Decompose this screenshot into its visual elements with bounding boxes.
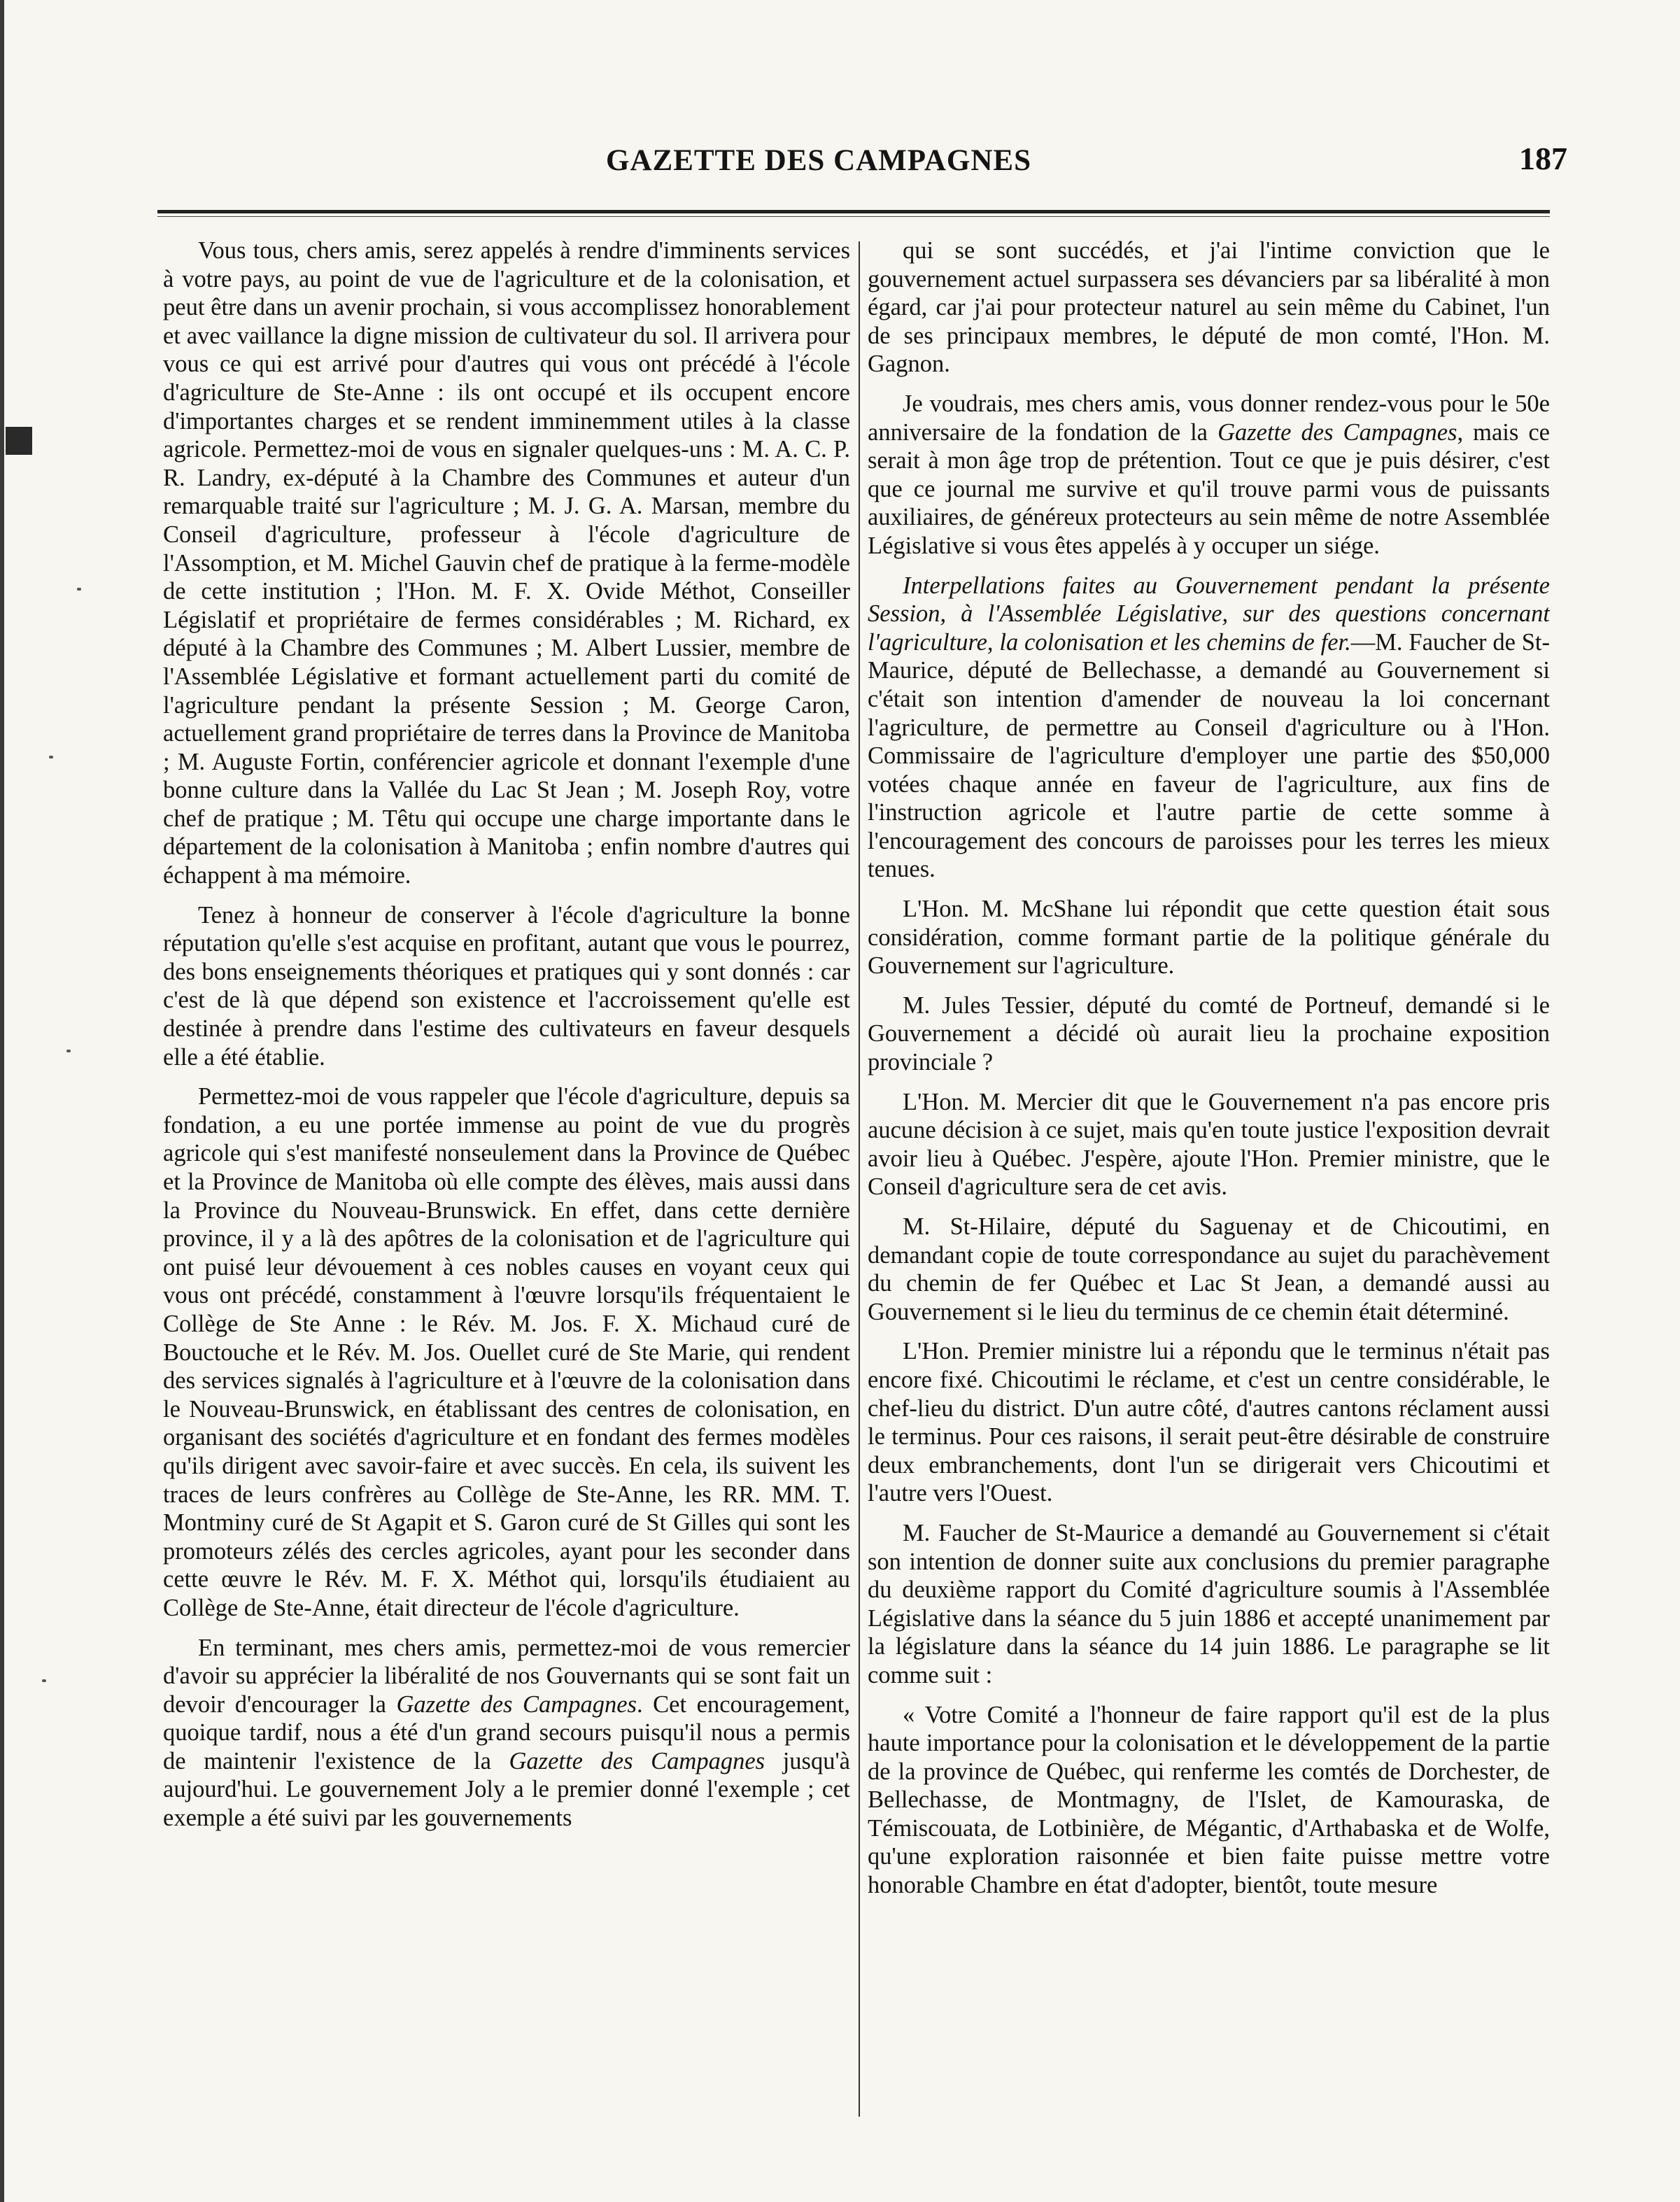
text-run: , mais ce serait à mon âge trop de prétention. Tout ce que je puis désirer, c'est que ce journal me survive et qu'il trouve parmi vous de puissants auxiliaires, de généreux protecteurs au sein même de notre Assemblée Législative si vous êtes appelés à y occuper un siége.	[868, 418, 1550, 559]
text-run: Je voudrais, mes chers amis, vous donner rendez-vous pour le 50e anniversaire de la fondation de la	[868, 390, 1550, 446]
italic-title: Gazette des Campagnes	[396, 1691, 637, 1718]
column-divider	[859, 241, 860, 2117]
paragraph: L'Hon. M. McShane lui répondit que cette question était sous considération, comme formant partie de la politique générale du Gouvernement sur l'agriculture.	[868, 896, 1550, 980]
paragraph: L'Hon. M. Mercier dit que le Gouvernement n'a pas encore pris aucune décision à ce sujet, mais qu'en toute justice l'exposition devrait avoir lieu à Québec. J'espère, ajoute l'Hon. Premier ministre, que le Conseil d'agriculture sera de cet avis.	[868, 1088, 1550, 1201]
section-heading: Interpellations faites au Gouvernement pendant la présente Session, à l'Assemblée Législative, sur des questions concernant l'agriculture, la colonisation et les chemins de fer.	[868, 572, 1550, 656]
paragraph: « Votre Comité a l'honneur de faire rapport qu'il est de la plus haute importance pour la colonisation et le développement de la partie de la province de Québec, qui renferme les comtés de Dorchester, de Bellechasse, de Montmagny, de l'Islet, de Kamouraska, de Témiscouata, de Lotbinière, de Mégantic, d'Arthabaska et de Wolfe, qu'une exploration raisonnée et bien faite puisse mettre votre honorable Chambre en état d'adopter, bientôt, toute mesure	[868, 1701, 1550, 1899]
paragraph: Vous tous, chers amis, serez appelés à rendre d'imminents services à votre pays, au point de vue de l'agriculture et de la colonisation, et peut être dans un avenir prochain, si vous accomplissez honorablement et avec vaillance la digne mission de cultivateur du sol. Il arrivera pour vous ce qui est arrivé pour d'autres qui vous ont précédé à l'école d'agriculture de Ste-Anne : ils ont occupé et ils occupent encore d'importantes charges et se rendent imminemment utiles à la classe agricole. Permettez-moi de vous en signaler quelques-uns : M. A. C. P. R. Landry, ex-député à la Chambre des Communes et auteur d'un remarquable traité sur l'agriculture ; M. J. G. A. Marsan, membre du Conseil d'agriculture, professeur à l'école d'agriculture de l'Assomption, et M. Michel Gauvin chef de pratique à la ferme-modèle de cette institution ; l'Hon. M. F. X. Ovide Méthot, Conseiller Législatif et propriétaire de fermes considérables ; M. Richard, ex député à la Chambre des Communes ; M. Albert Lussier, membre de l'Assemblée Législative et formant actuellement parti du comité de l'agriculture pendant la présente Session ; M. George Caron, actuellement grand propriétaire de terres dans la Province de Manitoba ; M. Auguste Fortin, conférencier agricole et donnant l'exemple d'une bonne culture dans la Vallée du Lac St Jean ; M. Joseph Roy, votre chef de pratique ; M. Têtu qui occupe une charge importante dans le département de la colonisation à Manitoba ; enfin nombre d'autres qui échappent à ma mémoire.	[163, 237, 850, 889]
right-column	[868, 237, 1550, 2105]
text-run: . Cet encouragement, quoique tardif, nous a été d'un grand secours puisqu'il nous a permis de maintenir l'existence de la	[163, 1691, 850, 1774]
page-header-title: GAZETTE DES CAMPAGNES	[606, 144, 1031, 177]
page-number: 187	[1519, 141, 1567, 176]
paragraph: qui se sont succédés, et j'ai l'intime conviction que le gouvernement actuel surpassera ses dévanciers par sa libéralité à mon égard, car j'ai pour protecteur naturel au sein même du Cabinet, l'un de ses principaux membres, le député de mon comté, l'Hon. M. Gagnon.	[868, 237, 1550, 378]
paragraph: L'Hon. Premier ministre lui a répondu que le terminus n'était pas encore fixé. Chicoutimi le réclame, et c'est un centre considérable, le chef-lieu du district. D'un autre côté, d'autres cantons réclament aussi le terminus. Pour ces raisons, il serait peut-être désirable de construire deux embranchements, dont l'un se dirigerait vers Chicoutimi et l'autre vers l'Ouest.	[868, 1338, 1550, 1507]
header-rule	[157, 210, 1550, 213]
paragraph: M. St-Hilaire, député du Saguenay et de Chicoutimi, en demandant copie de toute correspondance au sujet du parachèvement du chemin de fer Québec et Lac St Jean, a demandé aussi au Gouvernement si le lieu du terminus de ce chemin était déterminé.	[868, 1213, 1550, 1325]
paragraph: Tenez à honneur de conserver à l'école d'agriculture la bonne réputation qu'elle s'est acquise en profitant, autant que vous le pourrez, des bons enseignements théoriques et pratiques qui y sont donnés : car c'est de là que dépend son existence et l'accroissement qu'elle est destinée à prendre dans l'estime des cultivateurs en faveur desquels elle a été établie.	[163, 901, 850, 1071]
scan-speck	[49, 756, 53, 758]
paragraph	[868, 390, 1550, 560]
paragraph: M. Faucher de St-Maurice a demandé au Gouvernement si c'était son intention de donner suite aux conclusions du premier paragraphe du deuxième rapport du Comité d'agriculture soumis à l'Assemblée Législative dans la séance du 5 juin 1886 et accepté unanimement par la législature dans la séance du 14 juin 1886. Le paragraphe se lit comme suit :	[868, 1519, 1550, 1688]
scan-speck	[42, 1679, 46, 1682]
text-run: —M. Faucher de St-Maurice, député de Bellechasse, a demandé au Gouvernement si c'était son intention d'amender de nouveau la loi concernant l'agriculture, de permettre au Conseil d'agriculture ou à l'Hon. Commissaire de l'agriculture d'employer une partie des $50,000 votées chaque année en faveur de l'agriculture, aux fins de l'instruction agricole et l'autre partie de cette somme à l'encouragement des concours de paroisses pour les terres les mieux tenues.	[868, 628, 1550, 883]
italic-title: Gazette des Campagnes	[509, 1747, 765, 1774]
header-rule-thin	[157, 216, 1550, 217]
text-run: En terminant, mes chers amis, permettez-moi de vous remercier d'avoir su apprécier la libéralité de nos Gouvernants qui se sont fait un devoir d'encourager la	[163, 1634, 850, 1718]
text-run: jusqu'à aujourd'hui. Le gouvernement Joly a le premier donné l'exemple ; cet exemple a été suivi par les gouvernements	[163, 1747, 850, 1832]
paragraph	[868, 572, 1550, 884]
left-column	[163, 237, 850, 2105]
scan-speck	[77, 588, 81, 591]
scan-edge-shadow	[0, 0, 4, 2202]
scan-edge-mark	[6, 427, 32, 455]
scan-speck	[66, 1050, 71, 1052]
paragraph	[163, 1634, 850, 1833]
paragraph: M. Jules Tessier, député du comté de Portneuf, demandé si le Gouvernement a décidé où aurait lieu la prochaine exposition provinciale ?	[868, 991, 1550, 1076]
italic-title: Gazette des Campagnes	[1217, 418, 1457, 446]
paragraph: Permettez-moi de vous rappeler que l'école d'agriculture, depuis sa fondation, a eu une portée immense au point de vue du progrès agricole qui s'est manifesté nonseulement dans la Province de Québec et la Province de Manitoba où elle compte des élèves, mais aussi dans la Province du Nouveau-Brunswick. En effet, dans cette dernière province, il y a là des apôtres de la colonisation et de l'agriculture qui ont puisé leur dévouement à ces nobles causes en voyant ceux qui vous ont précédé, constamment à l'œuvre lorsqu'ils fréquentaient le Collège de Ste Anne : le Rév. M. Jos. F. X. Michaud curé de Bouctouche et le Rév. M. Jos. Ouellet curé de Ste Marie, qui rendent des services signalés à l'agriculture et à l'œuvre de la colonisation dans le Nouveau-Brunswick, en établissant des centres de colonisation, en organisant des sociétés d'agriculture et en fondant des fermes modèles qu'ils dirigent avec savoir-faire et avec succès. En cela, ils suivent les traces de leurs confrères au Collège de Ste-Anne, les RR. MM. T. Montminy curé de St Agapit et S. Garon curé de St Gilles qui sont les promoteurs zélés des cercles agricoles, ayant pour les seconder dans cette œuvre le Rév. M. F. X. Méthot qui, lorsqu'ils étudiaient au Collège de Ste-Anne, était directeur de l'école d'agriculture.	[163, 1083, 850, 1621]
